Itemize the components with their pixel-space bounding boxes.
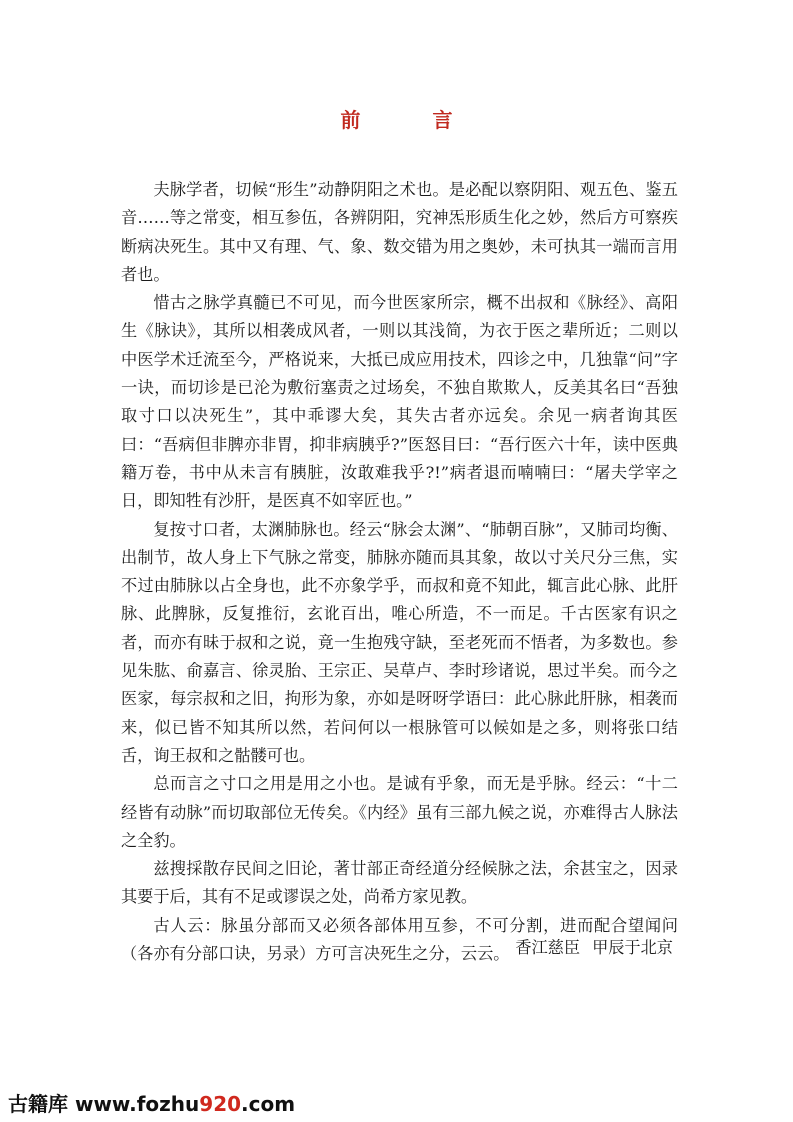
page-title: 前 言 [340,108,479,132]
paragraph-2: 惜古之脉学真髓已不可见，而今世医家所宗，概不出叔和《脉经》、高阳生《脉诀》，其所以相袭成风者，一则以其浅简，为衣于医之辈所近；二则以中医学术迁流至今，严格说来，大抵已成应用技术，四诊之中，几独靠“问”字一诀，而切诊是已沦为敷衍塞责之过场矣，不独自欺欺人，反美其名曰“吾独取寸口以决死生”，其中乖谬大矣，其失古者亦远矣。余见一病者询其医曰：“吾病但非脾亦非胃，抑非病胰乎?”医怒目曰：“吾行医六十年，读中医典籍万卷，书中从未言有胰脏，汝敢难我乎?!”病者退而喃喃曰：“屠夫学宰之日，即知牲有沙肝，是医真不如宰匠也。” [121,293,678,511]
paragraph-6: 古人云：脉虽分部而又必须各部体用互参，不可分割，进而配合望闻问（各亦有分部口诀，另录）方可言决死生之分，云云。 [121,915,678,964]
paragraph-3: 复按寸口者，太渊肺脉也。经云“脉会太渊”、“肺朝百脉”，又肺司均衡、出制节，故人身上下气脉之常变，肺脉亦随而具其象，故以寸关尺分三焦，实不过由肺脉以占全身也，此不亦象学乎，而叔和竟不知此，辄言此心脉、此肝脉、此脾脉，反复推衍，玄讹百出，唯心所造，不一而足。千古医家有识之者，而亦有昧于叔和之说，竟一生抱残守缺，至老死而不悟者，为多数也。参见朱肱、俞嘉言、徐灵胎、王宗正、吴草卢、李时珍诸说，思过半矣。而今之医家，每宗叔和之旧，拘形为象，亦如是呀呀学语曰：此心脉此肝脉，相袭而来，似已皆不知其所以然，若问何以一根脉管可以候如是之多，则将张口结舌，询王叔和之骷髅可也。 [121,519,678,765]
site-watermark [8,1088,295,1117]
signature-place-date: 甲辰于北京 [592,938,673,957]
signature-author: 香江慈臣 [515,938,581,957]
signature [515,934,673,962]
watermark-suffix: .com [241,1092,296,1116]
paragraph-4: 总而言之寸口之用是用之小也。是诚有乎象，而无是乎脉。经云：“十二经皆有动脉”而切取部位无传矣。《内经》虽有三部九候之说，亦难得古人脉法之全豹。 [121,774,678,850]
watermark-prefix: 古籍库 www.fozhu [8,1092,200,1116]
paragraph-1: 夫脉学者，切候“形生”动静阴阳之术也。是必配以察阴阳、观五色、鉴五音……等之常变，相互参伍，各辨阴阳，究神炁形质生化之妙，然后方可察疾断病决死生。其中又有理、气、象、数交错为用之奥妙，未可执其一端而言用者也。 [121,180,678,284]
paragraph-5: 兹搜採散存民间之旧论，著廿部正奇经道分经候脉之法，余甚宝之，因录其要于后，其有不足或谬误之处，尚希方家见教。 [121,859,678,907]
preface-body [121,176,678,968]
watermark-number: 920 [199,1092,242,1116]
